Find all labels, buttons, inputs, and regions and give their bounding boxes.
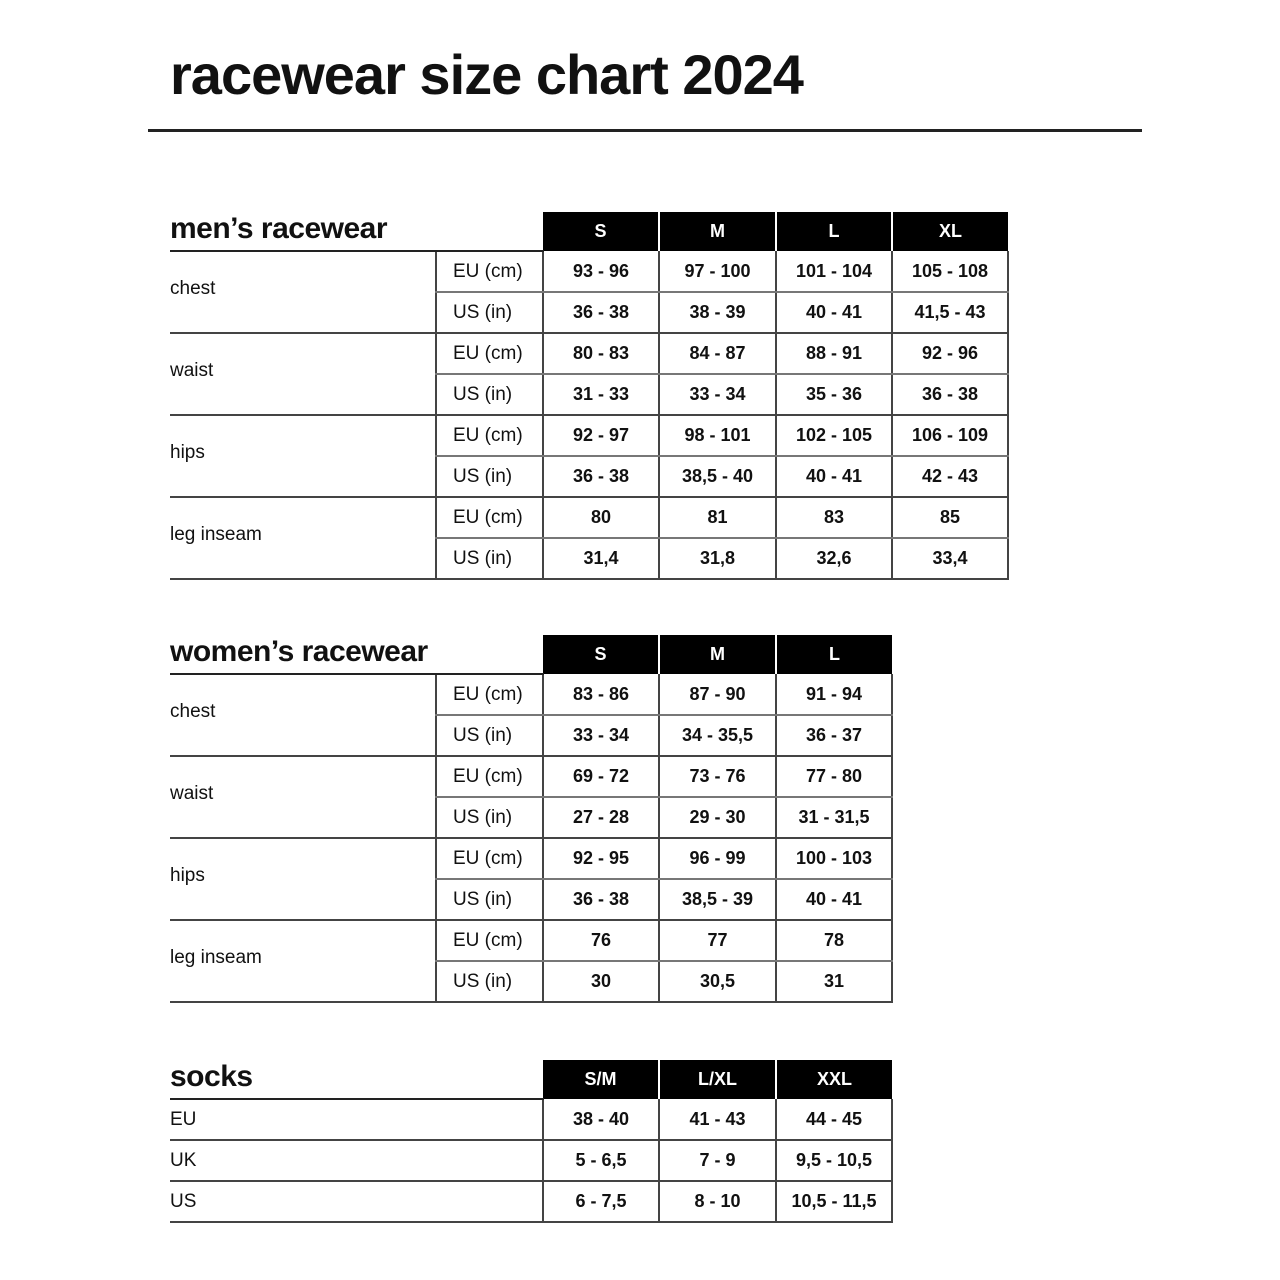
unit-label: US (in)	[436, 538, 543, 579]
size-value: 33,4	[892, 538, 1008, 579]
size-value: 91 - 94	[776, 674, 892, 715]
size-value: 30,5	[659, 961, 776, 1002]
size-value: 9,5 - 10,5	[776, 1140, 892, 1181]
measure-label: chest	[170, 674, 436, 756]
size-value: 31 - 33	[543, 374, 659, 415]
size-header: XL	[892, 212, 1008, 251]
unit-label: EU (cm)	[436, 497, 543, 538]
unit-label: EU (cm)	[436, 674, 543, 715]
size-value: 83	[776, 497, 892, 538]
size-header: M	[659, 212, 776, 251]
size-value: 32,6	[776, 538, 892, 579]
unit-label: US (in)	[436, 456, 543, 497]
page-title: racewear size chart 2024	[170, 43, 803, 106]
size-value: 81	[659, 497, 776, 538]
size-value: 38 - 39	[659, 292, 776, 333]
mens-section-heading: men’s racewear	[170, 212, 543, 251]
size-value: 83 - 86	[543, 674, 659, 715]
size-value: 31,8	[659, 538, 776, 579]
sock-region-label: US	[170, 1181, 543, 1222]
size-header: S	[543, 212, 659, 251]
size-value: 78	[776, 920, 892, 961]
size-value: 5 - 6,5	[543, 1140, 659, 1181]
measure-label: waist	[170, 333, 436, 415]
size-value: 31 - 31,5	[776, 797, 892, 838]
size-value: 44 - 45	[776, 1099, 892, 1140]
size-value: 38,5 - 40	[659, 456, 776, 497]
sock-region-label: UK	[170, 1140, 543, 1181]
size-value: 101 - 104	[776, 251, 892, 292]
unit-label: EU (cm)	[436, 756, 543, 797]
size-value: 34 - 35,5	[659, 715, 776, 756]
size-header: S/M	[543, 1060, 659, 1099]
size-value: 98 - 101	[659, 415, 776, 456]
size-value: 87 - 90	[659, 674, 776, 715]
size-value: 41,5 - 43	[892, 292, 1008, 333]
size-value: 76	[543, 920, 659, 961]
womens-size-table	[170, 635, 893, 1003]
size-value: 92 - 95	[543, 838, 659, 879]
measure-label: hips	[170, 415, 436, 497]
size-value: 33 - 34	[543, 715, 659, 756]
size-value: 102 - 105	[776, 415, 892, 456]
size-value: 36 - 37	[776, 715, 892, 756]
size-value: 77	[659, 920, 776, 961]
size-value: 38,5 - 39	[659, 879, 776, 920]
size-value: 42 - 43	[892, 456, 1008, 497]
unit-label: EU (cm)	[436, 920, 543, 961]
measure-label: leg inseam	[170, 497, 436, 579]
unit-label: EU (cm)	[436, 415, 543, 456]
unit-label: US (in)	[436, 374, 543, 415]
size-value: 35 - 36	[776, 374, 892, 415]
size-header: S	[543, 635, 659, 674]
size-value: 84 - 87	[659, 333, 776, 374]
size-value: 77 - 80	[776, 756, 892, 797]
measure-label: waist	[170, 756, 436, 838]
size-value: 29 - 30	[659, 797, 776, 838]
unit-label: EU (cm)	[436, 251, 543, 292]
measure-label: chest	[170, 251, 436, 333]
size-value: 93 - 96	[543, 251, 659, 292]
unit-label: US (in)	[436, 879, 543, 920]
size-value: 97 - 100	[659, 251, 776, 292]
size-value: 38 - 40	[543, 1099, 659, 1140]
size-value: 31,4	[543, 538, 659, 579]
size-value: 36 - 38	[892, 374, 1008, 415]
size-value: 96 - 99	[659, 838, 776, 879]
size-header: L/XL	[659, 1060, 776, 1099]
size-value: 31	[776, 961, 892, 1002]
size-value: 80 - 83	[543, 333, 659, 374]
unit-label: US (in)	[436, 715, 543, 756]
size-value: 73 - 76	[659, 756, 776, 797]
socks-size-table	[170, 1060, 893, 1223]
size-value: 36 - 38	[543, 879, 659, 920]
size-value: 69 - 72	[543, 756, 659, 797]
unit-label: EU (cm)	[436, 838, 543, 879]
socks-section-heading: socks	[170, 1060, 543, 1099]
size-header: L	[776, 635, 892, 674]
size-value: 92 - 96	[892, 333, 1008, 374]
size-value: 36 - 38	[543, 292, 659, 333]
unit-label: US (in)	[436, 797, 543, 838]
unit-label: EU (cm)	[436, 333, 543, 374]
size-value: 105 - 108	[892, 251, 1008, 292]
sock-region-label: EU	[170, 1099, 543, 1140]
size-value: 100 - 103	[776, 838, 892, 879]
size-header: XXL	[776, 1060, 892, 1099]
title-divider	[148, 129, 1142, 132]
size-value: 106 - 109	[892, 415, 1008, 456]
size-value: 6 - 7,5	[543, 1181, 659, 1222]
size-value: 33 - 34	[659, 374, 776, 415]
size-value: 40 - 41	[776, 456, 892, 497]
size-value: 7 - 9	[659, 1140, 776, 1181]
size-value: 80	[543, 497, 659, 538]
size-value: 88 - 91	[776, 333, 892, 374]
size-value: 27 - 28	[543, 797, 659, 838]
size-value: 36 - 38	[543, 456, 659, 497]
mens-size-table	[170, 212, 1009, 580]
measure-label: leg inseam	[170, 920, 436, 1002]
size-value: 10,5 - 11,5	[776, 1181, 892, 1222]
size-value: 85	[892, 497, 1008, 538]
size-value: 41 - 43	[659, 1099, 776, 1140]
size-value: 92 - 97	[543, 415, 659, 456]
size-value: 8 - 10	[659, 1181, 776, 1222]
size-value: 40 - 41	[776, 292, 892, 333]
size-header: M	[659, 635, 776, 674]
unit-label: US (in)	[436, 292, 543, 333]
size-value: 30	[543, 961, 659, 1002]
measure-label: hips	[170, 838, 436, 920]
size-header: L	[776, 212, 892, 251]
unit-label: US (in)	[436, 961, 543, 1002]
size-value: 40 - 41	[776, 879, 892, 920]
womens-section-heading: women’s racewear	[170, 635, 543, 674]
